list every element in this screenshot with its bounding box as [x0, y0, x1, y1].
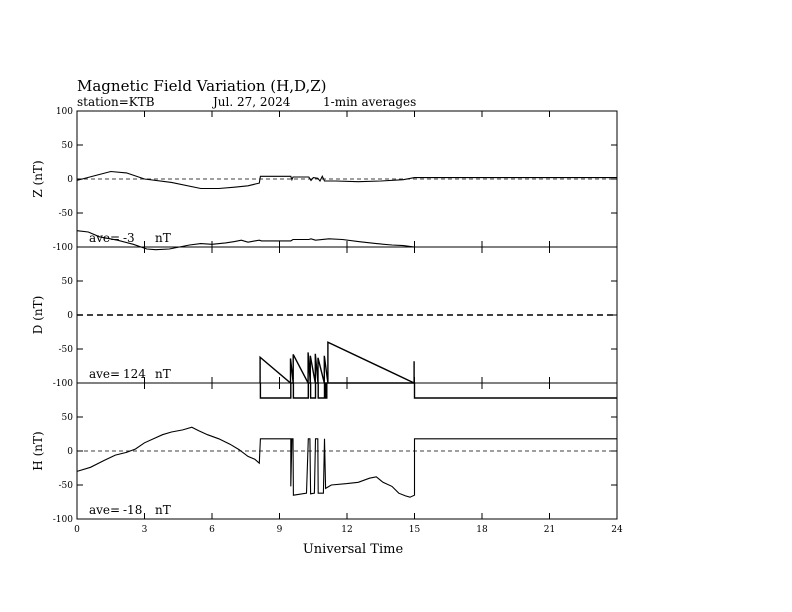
x-tick-label: 24: [611, 525, 623, 535]
y-tick-label: -100: [52, 515, 73, 525]
station-label: station=KTB: [77, 95, 155, 109]
x-tick-label: 21: [543, 525, 556, 535]
chart-title: Magnetic Field Variation (H,D,Z): [77, 77, 327, 95]
ave-unit: nT: [155, 503, 171, 517]
y-tick-label: 50: [61, 141, 73, 151]
series-line-H-H: [77, 427, 617, 497]
y-tick-label: -50: [58, 345, 73, 355]
y-tick-label: 100: [55, 107, 73, 117]
date-label: Jul. 27, 2024: [213, 95, 291, 109]
x-axis: [74, 525, 623, 535]
y-tick-label: 0: [67, 175, 73, 185]
y-axis-label: H (nT): [31, 431, 45, 471]
panel-H: [31, 383, 617, 525]
averaging-label: 1-min averages: [323, 95, 417, 109]
y-tick-label: 50: [61, 277, 73, 287]
y-axis-label: D (nT): [31, 295, 45, 335]
ave-value: 124: [123, 367, 146, 381]
x-tick-label: 6: [209, 525, 215, 535]
panel-D: [31, 247, 617, 398]
x-tick-label: 15: [408, 525, 421, 535]
panel-Z: [31, 107, 617, 253]
series-line-Z-upper: [77, 172, 617, 189]
ave-label: ave=: [89, 231, 121, 245]
ave-label: ave=: [89, 503, 121, 517]
x-tick-label: 0: [74, 525, 80, 535]
series-line-D-spikes: [260, 342, 414, 383]
y-tick-label: -50: [58, 481, 73, 491]
y-tick-label: 0: [67, 311, 73, 321]
y-axis-label: Z (nT): [31, 160, 45, 198]
y-tick-label: 0: [67, 447, 73, 457]
ave-value: -3: [123, 231, 135, 245]
y-tick-label: -100: [52, 243, 73, 253]
ave-unit: nT: [155, 367, 171, 381]
series-line-D-D: [260, 383, 617, 398]
x-tick-label: 18: [476, 525, 488, 535]
x-tick-label: 9: [276, 525, 283, 535]
ave-value: -18: [123, 503, 143, 517]
x-tick-label: 12: [341, 525, 353, 535]
x-axis-label: Universal Time: [302, 542, 404, 557]
y-tick-label: -100: [52, 379, 73, 389]
x-tick-label: 3: [141, 525, 148, 535]
ave-label: ave=: [89, 367, 121, 381]
ave-unit: nT: [155, 231, 171, 245]
y-tick-label: -50: [58, 209, 73, 219]
panels-group: [31, 107, 617, 525]
y-tick-label: 50: [61, 413, 73, 423]
